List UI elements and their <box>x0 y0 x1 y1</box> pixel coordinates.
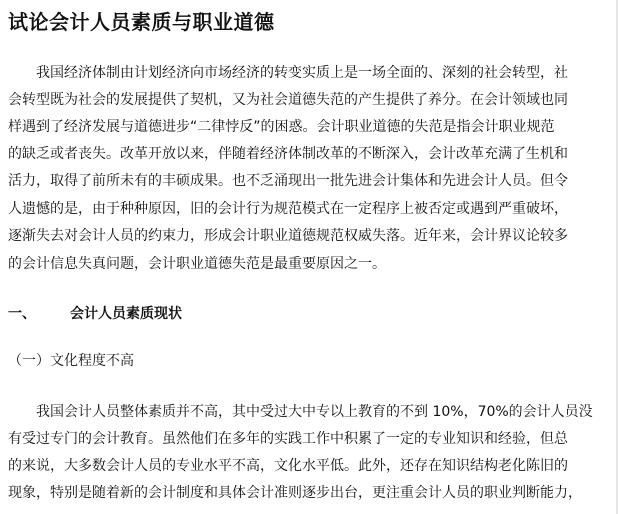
body-line: 的来说，大多数会计人员的专业水平不高，文化水平低。此外，还存在知识结构老化陈旧的 <box>8 458 568 474</box>
body-line: 现象，特别是随着新的会计制度和具体会计准则逐步出台，更注重会计人员的职业判断能力， <box>8 485 582 501</box>
section-number: 一、 <box>8 306 36 322</box>
section-title: 会计人员素质现状 <box>70 306 182 322</box>
subsection-heading: （一）文化程度不高 <box>8 353 134 369</box>
intro-line: 的会计信息失真问题，会计职业道德失范是最重要原因之一。 <box>8 256 386 272</box>
body-line: 有受过专门的会计教育。虽然他们在多年的实践工作中积累了一定的专业知识和经验，但总 <box>8 431 568 447</box>
section-heading <box>8 303 182 323</box>
body-line: 我国会计人员整体素质并不高，其中受过大中专以上教育的不到 10%，70%的会计人员没 <box>8 404 593 420</box>
intro-line: 样遇到了经济发展与道德进步“二律悖反”的困惑。会计职业道德的失范是指会计职业规范 <box>8 119 555 135</box>
intro-line: 会转型既为社会的发展提供了契机，又为社会道德失范的产生提供了养分。在会计领域也同 <box>8 92 568 108</box>
intro-line: 的缺乏或者丧失。改革开放以来，伴随着经济体制改革的不断深入，会计改革充满了生机和 <box>8 146 568 162</box>
intro-line: 活力，取得了前所未有的丰硕成果。也不乏涌现出一批先进会计集体和先进会计人员。但令 <box>8 173 568 189</box>
intro-line: 人遗憾的是，由于种种原因，旧的会计行为规范模式在一定程序上被否定或遇到严重破坏， <box>8 201 568 217</box>
intro-line: 我国经济体制由计划经济向市场经济的转变实质上是一场全面的、深刻的社会转型，社 <box>8 65 568 81</box>
document-title: 试论会计人员素质与职业道德 <box>8 10 275 34</box>
intro-line: 逐渐失去对会计人员的约束力，形成会计职业道德规范权威失落。近年来，会计界议论较多 <box>8 228 568 244</box>
